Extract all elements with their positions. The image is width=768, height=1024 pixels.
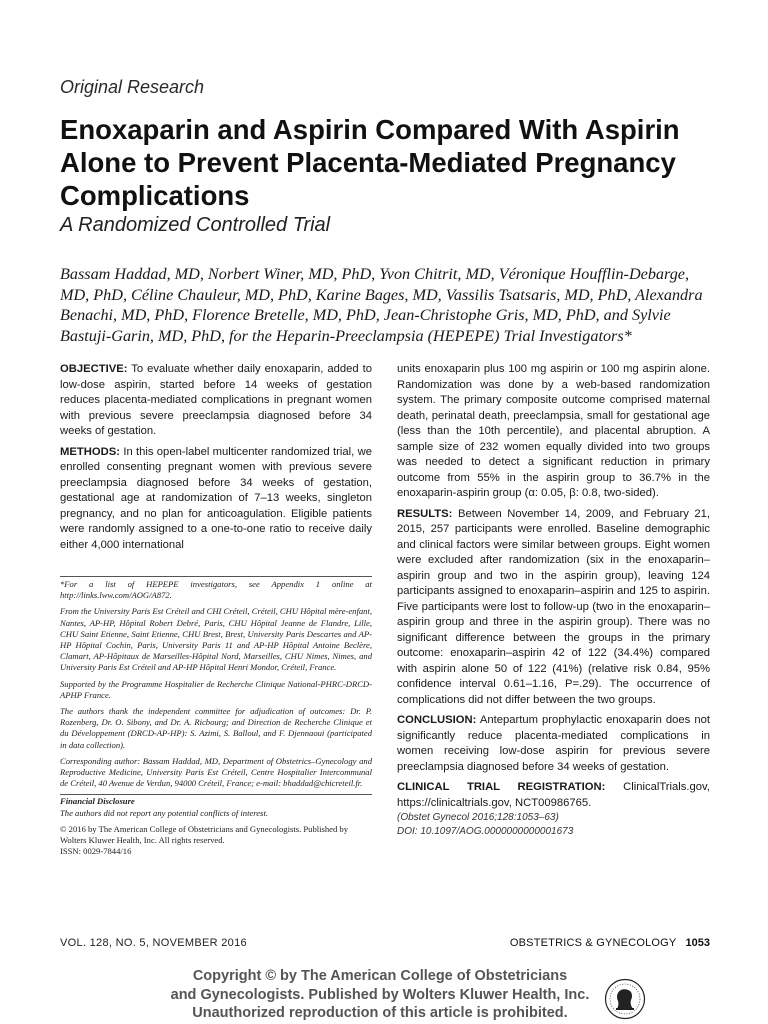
corresponding-author-footnote: Corresponding author: Bassam Haddad, MD, Department of Obstetrics–Gynecology and Reproductive Medicine, University Paris Est Créteil, Centre Hospitalier Intercommunal de Créteil, 40 Avenue de Verdun, 94000 Créteil, France; e-mail: bhaddad@chicreteil.fr. <box>60 755 372 789</box>
notice-line-3: Unauthorized reproduction of this article is prohibited. <box>192 1005 568 1021</box>
issn: ISSN: 0029-7844/16 <box>60 846 132 857</box>
journal-footer <box>510 937 710 949</box>
abstract-left-column <box>60 362 372 558</box>
abstract-results <box>397 507 710 709</box>
abstract-conclusion <box>397 713 710 775</box>
journal-citation: (Obstet Gynecol 2016;128:1053–63) <box>397 812 559 823</box>
methods-continued: units enoxaparin plus 100 mg aspirin or 100 mg aspirin alone. Randomization was done by a web-based randomization system. The primary composite outcome comprised maternal death, perinatal death, preeclampsia, small for gestational age (less than the 10th percentile), and placental abruption. A sample size of 232 women equally divided into two groups was needed to detect a significant reduction in primary outcome from 55% in the aspirin group to 36.7% in the enoxaparin-aspirin group (α: 0.05, β: 0.8, two-sided). <box>397 363 710 499</box>
copyright-notice <box>110 967 650 1023</box>
article-subtitle: A Randomized Controlled Trial <box>60 214 331 236</box>
volume-info: VOL. 128, NO. 5, NOVEMBER 2016 <box>60 937 247 949</box>
notice-line-1: Copyright © by The American College of Obstetricians <box>192 968 568 984</box>
results-label: RESULTS: <box>397 507 453 520</box>
objective-text: To evaluate whether daily enoxaparin, added to low-dose aspirin, started before 14 weeks of gestation reduces placenta-mediated complications in pregnant women with previous severe preeclampsia diagnosed before 34 weeks of gestation. <box>60 363 372 437</box>
methods-label: METHODS: <box>60 445 120 458</box>
support-footnote: Supported by the Programme Hospitalier de Recherche Clinique National-PHRC-DRCD-APHP France. <box>60 678 372 700</box>
acog-seal-icon <box>604 978 646 1020</box>
abstract-methods <box>60 445 372 554</box>
financial-disclosure-text: The authors did not report any potential conflicts of interest. <box>60 807 268 818</box>
conclusion-label: CONCLUSION: <box>397 714 477 726</box>
methods-text-part1: In this open-label multicenter randomized trial, we enrolled consenting pregnant women with previous severe preeclampsia diagnosed before 34 weeks of gestation, gestational age at randomization of 7–13 weeks, singleton pregnancy, and no plan for anticoagulation. Eligible patients were randomly assigned to a one-to-one ratio to receive daily either 4,000 international <box>60 445 372 551</box>
results-text: Between November 14, 2009, and February 21, 2015, 257 participants were enrolled. Baseline demographic and clinical factors were similar between groups. Eight women were excluded after randomization (six in the enoxaparin–aspirin group and two in the aspirin group), leaving 124 participants assigned to enoxaparin–aspirin and 125 to aspirin. Five participants were lost to follow-up (two in the enoxaparin–aspirin group and three in the aspirin group). There was no significant difference between the groups in the primary outcome: enoxaparin–aspirin 42 of 122 (34.4%) compared with aspirin alone 50 of 122 (41%) (relative risk 0.84, 95% confidence interval 0.61–1.16, P=.29). The occurrence of complications did not differ between the two groups. <box>397 507 710 706</box>
objective-label: OBJECTIVE: <box>60 363 128 375</box>
article-category: Original Research <box>60 77 205 97</box>
registration-label: CLINICAL TRIAL REGISTRATION: <box>397 781 606 793</box>
acknowledgments-footnote: The authors thank the independent committee for adjudication of outcomes: Dr. P. Rozenberg, Dr. O. Sibony, and Dr. A. Ricbourg; and Direction de Recherche Clinique et du Développement (DRCD-AP-HP): S. Azimi, S. Balloul, and F. Djennaoui (participated in data collection). <box>60 706 372 750</box>
doi: DOI: 10.1097/AOG.0000000000001673 <box>397 826 574 837</box>
affiliations-footnote: From the University Paris Est Créteil and CHI Créteil, Créteil, CHU Hôpital mère-enfant, Nantes, AP-HP, Hôpital Robert Debré, Paris, CHU Hôpital Jeanne de Flandre, Lille, CHU Saint Etienne, Saint Etienne, CHU Brest, Brest, University Paris Descartes and AP-HP Hôpital Cochin, Paris, University Paris 11 and AP-HP Hôpital Antoine Beclère, Clamart, AP-Hôpitaux de Marseilles-Hôpital Nord, Marseilles, CHU Nimes, Nimes, and University Paris Est Créteil and AP-HP Hôpital Henri Mondor, Créteil, France. <box>60 606 372 673</box>
abstract-right-column <box>397 362 710 844</box>
registration-text: ClinicalTrials.gov, https://clinicaltrials.gov, NCT00986765. <box>397 781 710 809</box>
journal-name: OBSTETRICS & GYNECOLOGY <box>509 937 677 949</box>
footnotes <box>60 576 372 857</box>
abstract-objective <box>60 362 372 440</box>
page-number: 1053 <box>685 937 710 949</box>
article-title: Enoxaparin and Aspirin Compared With Aspirin Alone to Prevent Placenta-Mediated Pregnancy Complications <box>60 114 680 211</box>
financial-disclosure-title: Financial Disclosure <box>60 794 372 807</box>
copyright-footnote: © 2016 by The American College of Obstetricians and Gynecologists. Published by Wolters Kluwer Health, Inc. All rights reserved. <box>60 823 349 846</box>
conclusion-text: Antepartum prophylactic enoxaparin does not significantly reduce placenta-mediated complications in women receiving low-dose aspirin for previous severe preeclampsia diagnosed before 34 weeks of gestation. <box>397 714 710 773</box>
abstract-registration <box>397 780 710 839</box>
investigators-footnote: *For a list of HEPEPE investigators, see Appendix 1 online at http://links.lww.com/AOG/A872. <box>60 579 372 601</box>
author-list: Bassam Haddad, MD, Norbert Winer, MD, PhD, Yvon Chitrit, MD, Véronique Houfflin-Debarge, MD, PhD, Céline Chauleur, MD, PhD, Karine Bages, MD, Vassilis Tsatsaris, MD, PhD, Alexandra Benachi, MD, PhD, Florence Bretelle, MD, PhD, Jean-Christophe Gris, MD, PhD, and Sylvie Bastuji-Garin, MD, PhD, for the Heparin-Preeclampsia (HEPEPE) Trial Investigators* <box>60 265 703 345</box>
notice-line-2: and Gynecologists. Published by Wolters Kluwer Health, Inc. <box>170 986 590 1003</box>
